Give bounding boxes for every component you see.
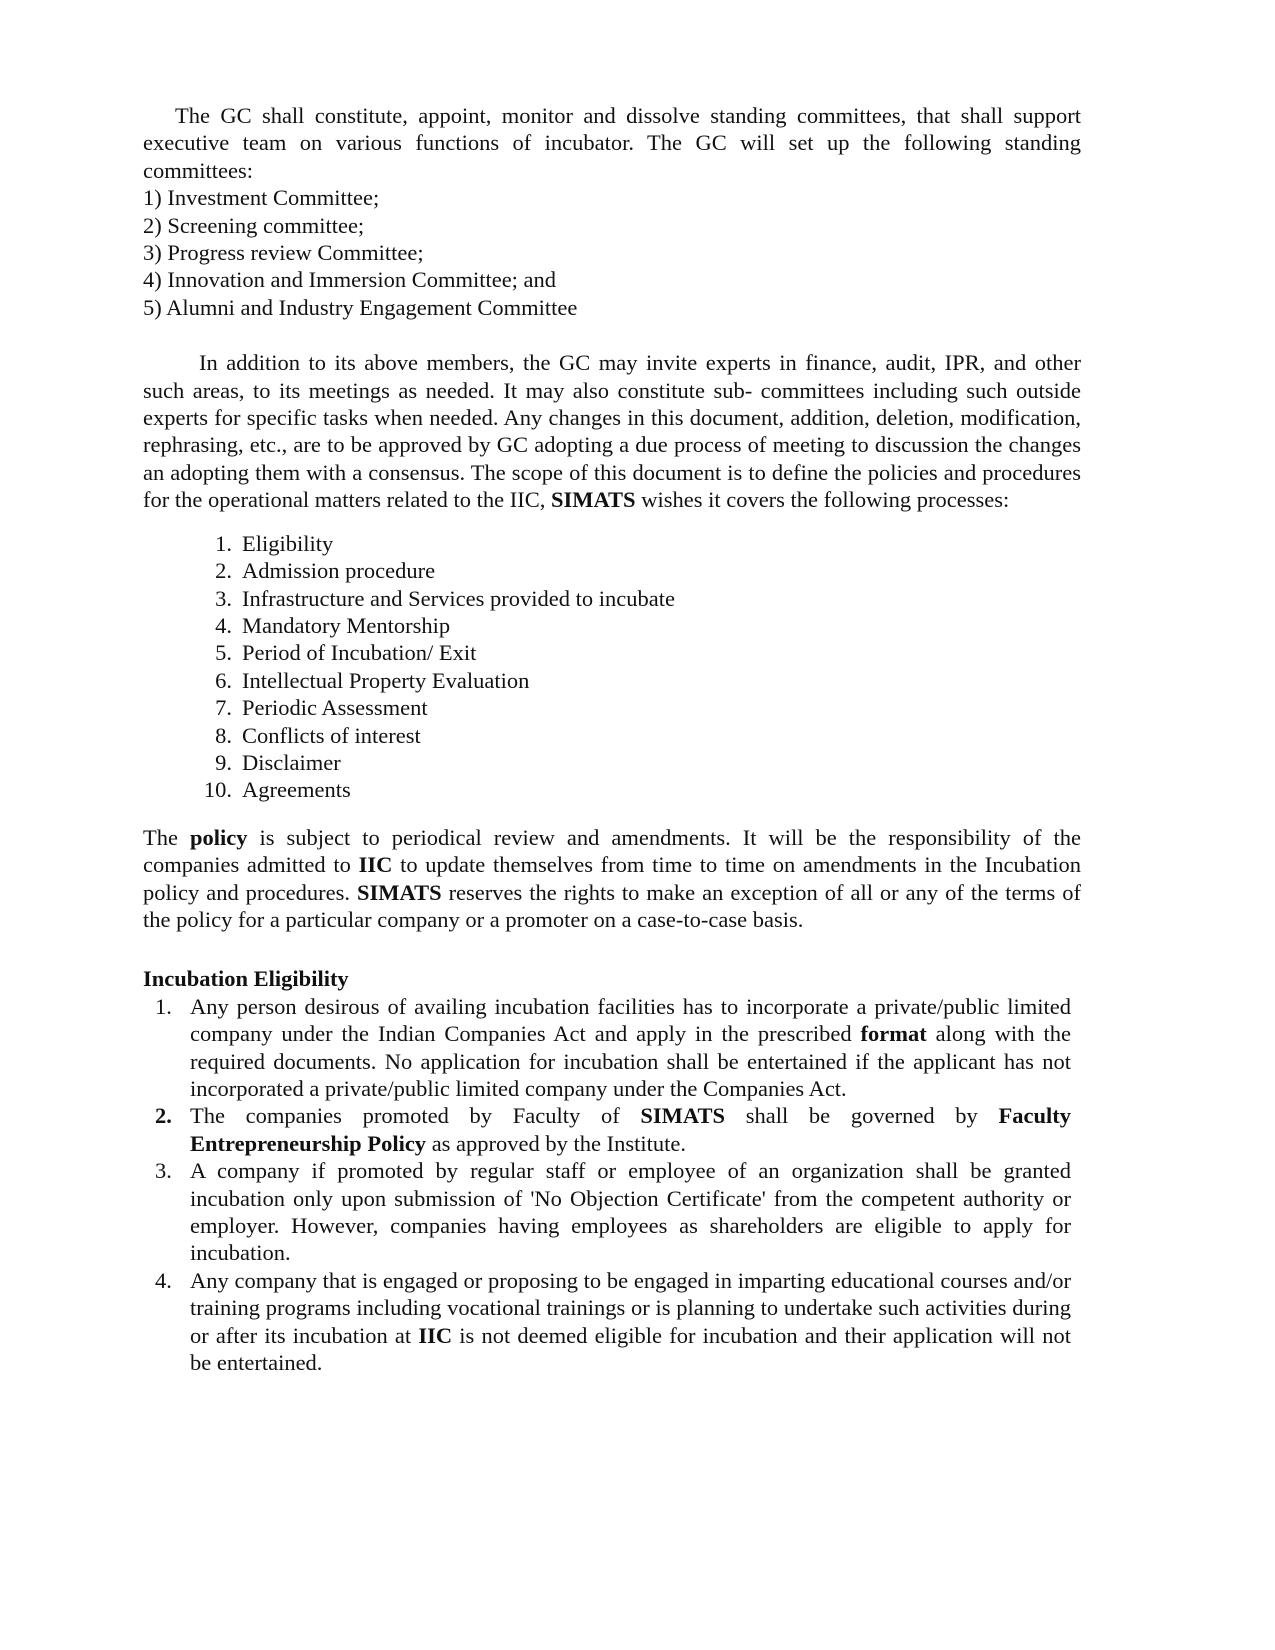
process-item: 5. Period of Incubation/ Exit xyxy=(215,640,477,666)
eligibility-item: 3. A company if promoted by regular staff or employee of an organization shall be granted incubation only upon submission of 'No Objection Certificate' from the competent authority or employer. However, companies having employees as shareholders are eligible to apply for incubation. xyxy=(155,1158,1071,1266)
processes-list xyxy=(143,530,1081,804)
committees-intro-paragraph: The GC shall constitute, appoint, monitor and dissolve standing committees, that shall support executive team on various functions of incubator. The GC will set up the following standing committees: xyxy=(143,103,1081,183)
process-item: 4. Mandatory Mentorship xyxy=(215,612,451,638)
committee-item: 4) Innovation and Immersion Committee; and xyxy=(143,267,557,293)
process-item: 3. Infrastructure and Services provided to incubate xyxy=(215,585,675,611)
committee-item: 2) Screening committee; xyxy=(143,212,365,238)
standing-committees-list xyxy=(143,184,1081,321)
eligibility-item: 1. Any person desirous of availing incubation facilities has to incorporate a private/public limited company under the Indian Companies Act and apply in the prescribed format along with the required documents. No application for incubation shall be entertained if the applicant has not incorporated a private/public limited company under the Companies Act. xyxy=(155,993,1071,1101)
committee-item: 3) Progress review Committee; xyxy=(143,240,424,266)
process-item: 1. Eligibility xyxy=(215,530,334,556)
policy-paragraph: The policy is subject to periodical review and amendments. It will be the responsibility of the companies admitted to IIC to update themselves from time to time on amendments in the Incubation policy and procedures. SIMATS reserves the rights to make an exception of all or any of the terms of the policy for a particular company or a promoter on a case-to-case basis. xyxy=(143,824,1081,932)
scope-paragraph: In addition to its above members, the GC may invite experts in finance, audit, IPR, and other such areas, to its meetings as needed. It may also constitute sub- committees including such outside experts for specific tasks when needed. Any changes in this document, addition, deletion, modification, rephrasing, etc., are to be approved by GC adopting a due process of meeting to discussion the changes an adopting them with a consensus. The scope of this document is to define the policies and procedures for the operational matters related to the IIC, SIMATS wishes it covers the following processes: xyxy=(143,350,1081,513)
committee-item: 5) Alumni and Industry Engagement Committee xyxy=(143,294,578,320)
process-item: 10. Agreements xyxy=(203,777,351,803)
process-item: 9. Disclaimer xyxy=(215,749,341,775)
simats-bold: SIMATS xyxy=(550,487,636,513)
eligibility-list xyxy=(143,993,1071,1377)
process-item: 8. Conflicts of interest xyxy=(215,722,421,748)
eligibility-item: 4. Any company that is engaged or proposing to be engaged in imparting educational courses and/or training programs including vocational trainings or is planning to undertake such activities during or after its incubation at IIC is not deemed eligible for incubation and their application will not be entertained. xyxy=(155,1267,1071,1376)
section-heading-incubation-eligibility: Incubation Eligibility xyxy=(143,966,349,992)
document-page xyxy=(143,102,1081,1376)
committee-item: 1) Investment Committee; xyxy=(143,185,380,211)
process-item: 2. Admission procedure xyxy=(215,558,436,584)
process-item: 6. Intellectual Property Evaluation xyxy=(215,667,530,693)
process-item: 7. Periodic Assessment xyxy=(215,695,428,721)
eligibility-item: 2. The companies promoted by Faculty of SIMATS shall be governed by Faculty Entrepreneurship Policy as approved by the Institute. xyxy=(155,1103,1071,1156)
